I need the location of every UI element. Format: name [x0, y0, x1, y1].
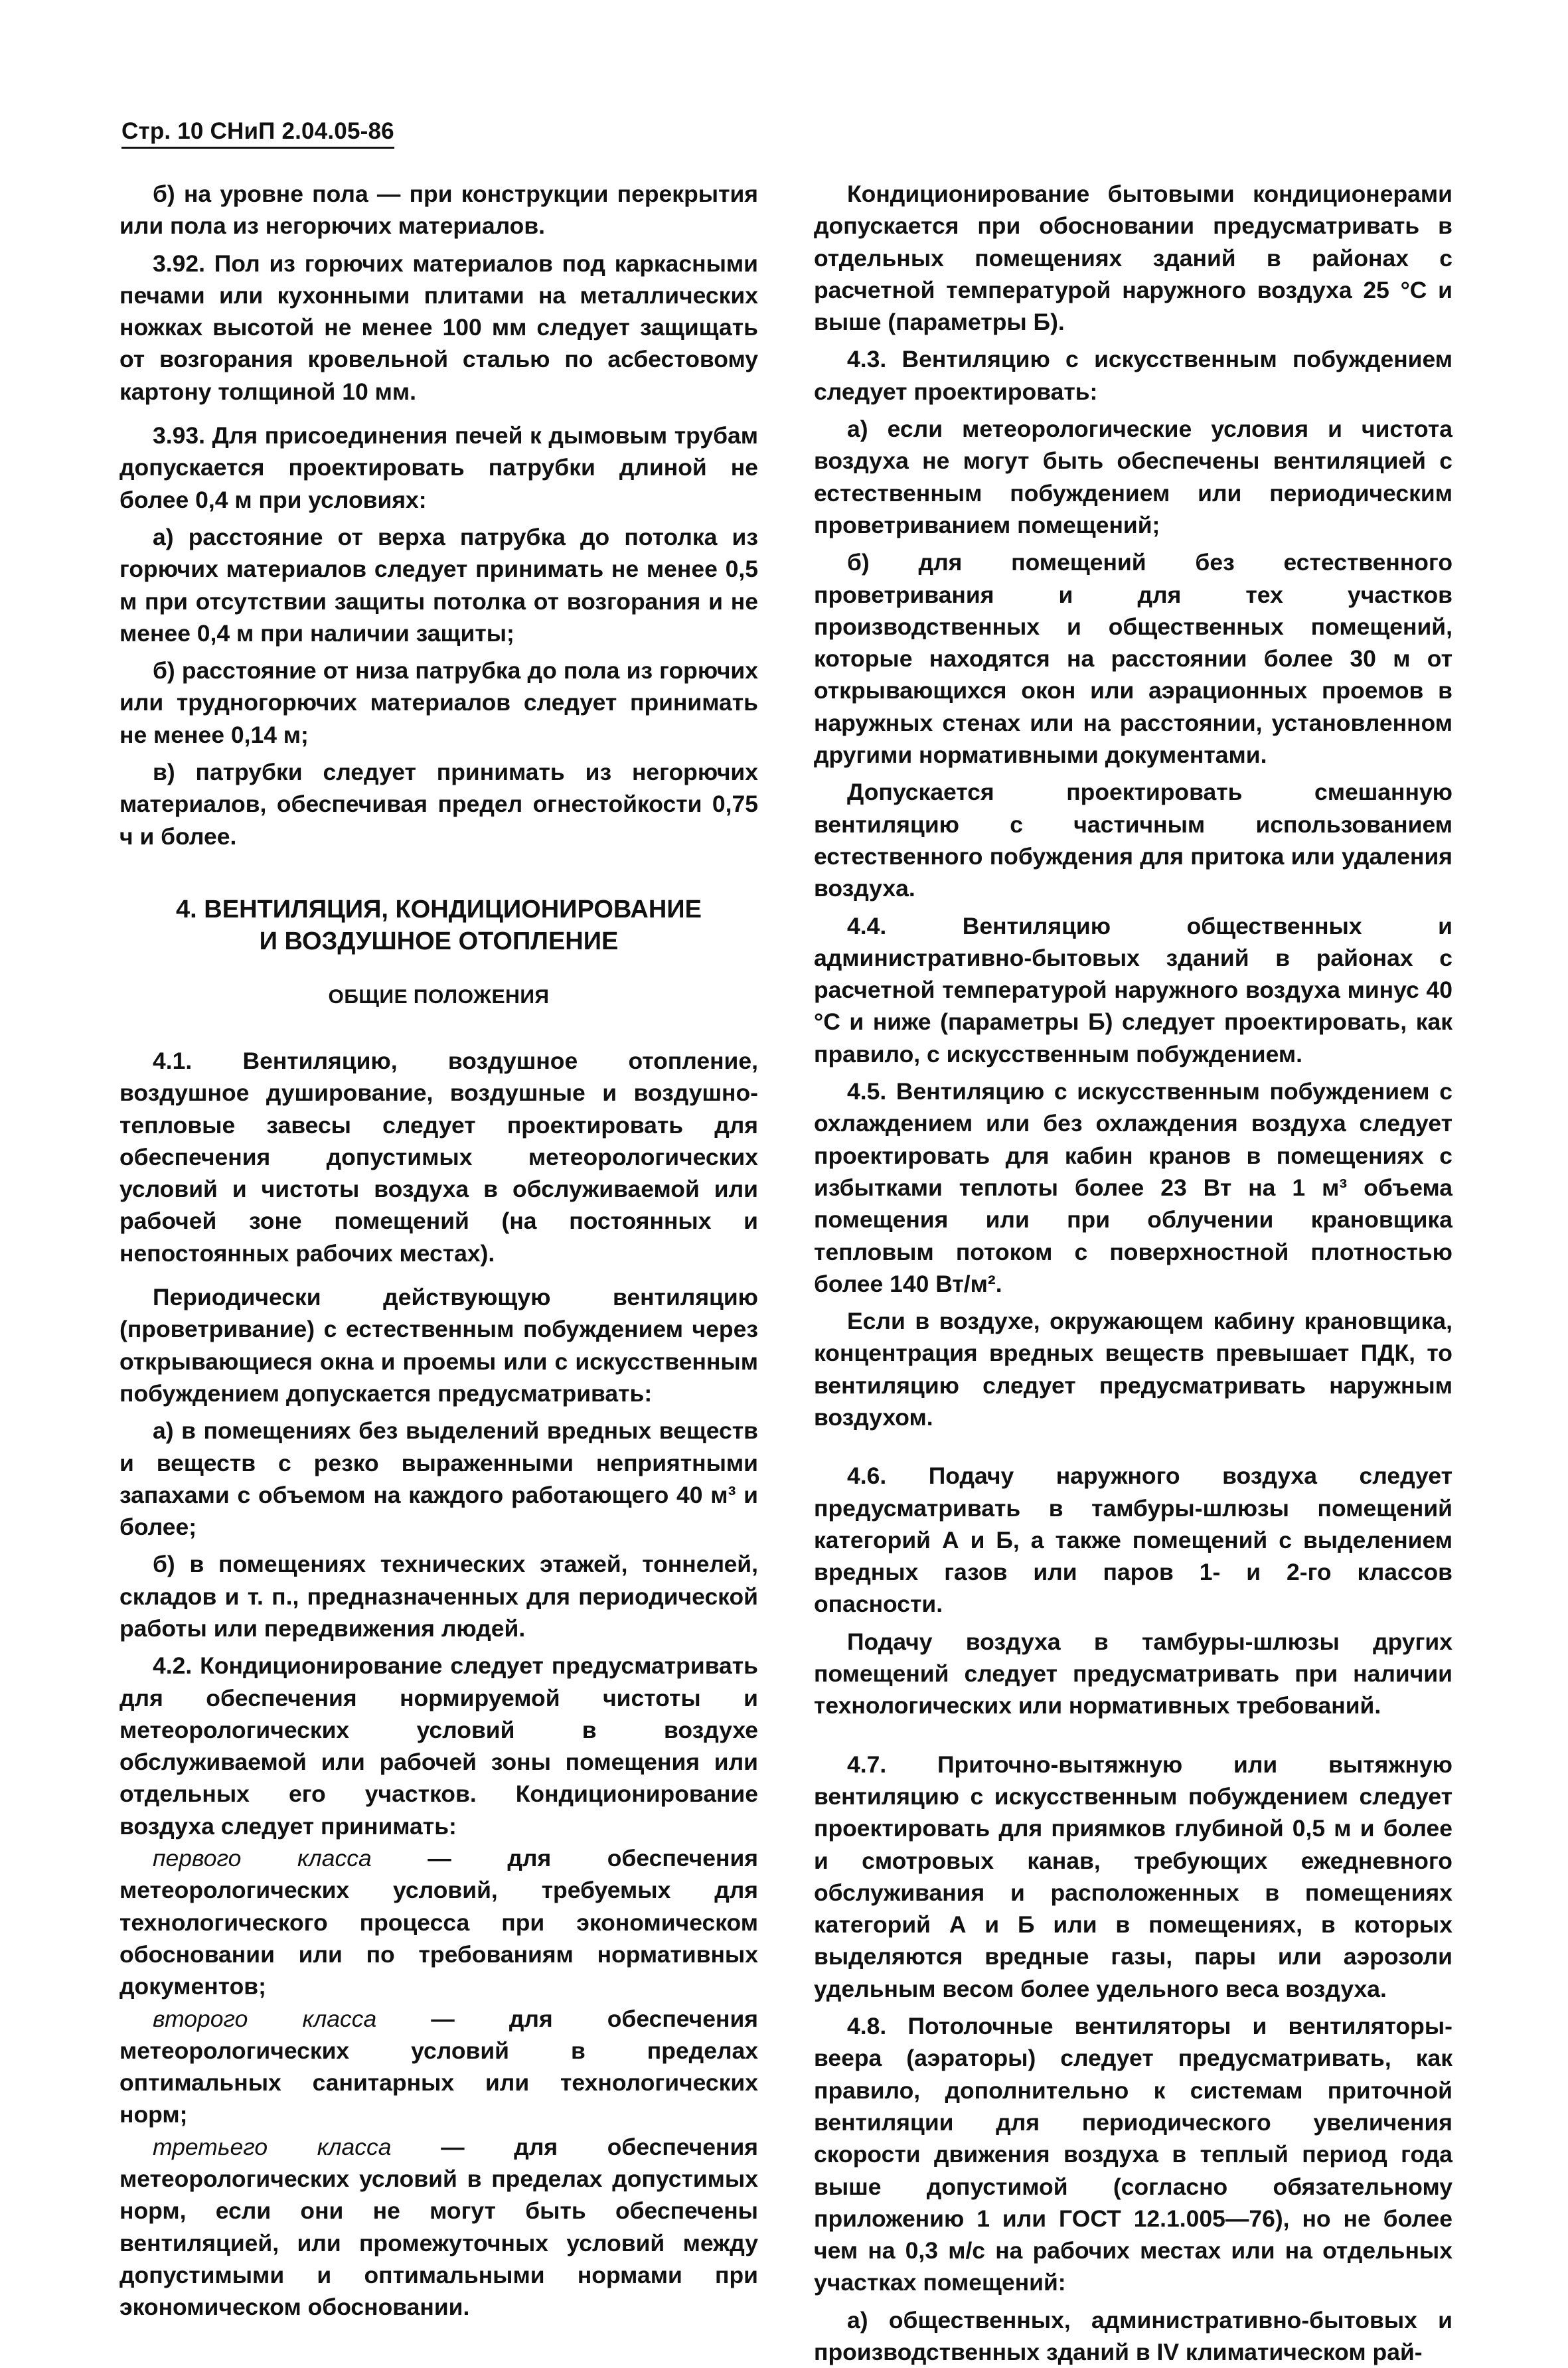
class-2-text: — для обеспечения метеорологических условий в пределах оптимальных санитарных или технологических норм; [119, 2005, 758, 2128]
left-column [119, 178, 758, 2324]
page-header [121, 118, 394, 145]
clause-4-2: 4.2. Кондиционирование следует предусматривать для обеспечения нормируемой чистоты и метеорологических условий в воздухе обслуживаемой или рабочей зоны помещения или отдельных его участков. Кондиционирование воздуха следует принимать: [119, 1652, 758, 1840]
section-title-line-2: И ВОЗДУШНОЕ ОТОПЛЕНИЕ [259, 927, 619, 955]
clause-4-8: 4.8. Потолочные вентиляторы и вентиляторы-веера (аэраторы) следует предусматривать, как правило, дополнительно к системам приточной вентиляции для периодического увеличения скорости движения воздуха в теплый период года выше допустимой (согласно обязательному приложению 1 или ГОСТ 12.1.005—76), но не более чем на 0,3 м/с на рабочих местах или на отдельных участках помещений: [814, 2013, 1452, 2296]
class-2-definition [119, 2003, 758, 2131]
clause-3-93-b: б) расстояние от низа патрубка до пола из горючих или трудногорючих материалов следует принимать не менее 0,14 м; [119, 657, 758, 748]
clause-4-1: 4.1. Вентиляцию, воздушное отопление, воздушное душирование, воздушные и воздушно-тепловые завесы следует проектировать для обеспечения допустимых метеорологических условий и чистоты воздуха в обслуживаемой или рабочей зоне помещений (на постоянных и непостоянных рабочих местах). [119, 1047, 758, 1267]
class-1-name: первого класса [153, 1845, 372, 1872]
clause-4-5: 4.5. Вентиляцию с искусственным побуждением с охлаждением или без охлаждения воздуха следует проектировать для кабин кранов в помещениях с избытками теплоты более 23 Вт на 1 м³ объема помещения или при облучении крановщика тепловым потоком с поверхностной плотностью более 140 Вт/м². [814, 1078, 1452, 1297]
right-column [814, 178, 1452, 2368]
clause-4-3-b: б) для помещений без естественного проветривания и для тех участков производственных и общественных помещений, которые находятся на расстоянии более 30 м от открывающихся окон или аэрационных проемов в наружных стенах или на расстоянии, установленном другими нормативными документами. [814, 549, 1452, 769]
clause-4-5-crane: Если в воздухе, окружающем кабину крановщика, концентрация вредных веществ превышает ПДК, то вентиляцию следует предусматривать наружным воздухом. [814, 1308, 1452, 1431]
clause-4-1-periodic: Периодически действующую вентиляцию (проветривание) с естественным побуждением через открывающиеся окна и проемы или с искусственным побуждением допускается предусматривать: [119, 1284, 758, 1407]
header-rule [121, 147, 394, 149]
household-air-conditioning: Кондиционирование бытовыми кондиционерами допускается при обосновании предусматривать в отдельных помещениях зданий в районах с расчетной температурой наружного воздуха 25 °С и выше (параметры Б). [814, 181, 1452, 336]
clause-3-93-a: а) расстояние от верха патрубка до потолка из горючих материалов следует принимать не менее 0,5 м при отсутствии защиты потолка от возгорания и не менее 0,4 м при наличии защиты; [119, 523, 758, 647]
clause-4-6: 4.6. Подачу наружного воздуха следует предусматривать в тамбуры-шлюзы помещений категорий А и Б, а также помещений с выделением вредных газов или паров 1- и 2-го классов опасности. [814, 1462, 1452, 1618]
clause-4-4: 4.4. Вентиляцию общественных и административно-бытовых зданий в районах с расчетной температурой наружного воздуха минус 40 °С и ниже (параметры Б) следует проектировать, как правило, с искусственным побуждением. [814, 912, 1452, 1067]
clause-4-1-a: а) в помещениях без выделений вредных веществ и веществ с резко выраженными неприятными запахами с объемом на каждого работающего 40 м³ и более; [119, 1417, 758, 1541]
clause-4-3-a: а) если метеорологические условия и чистота воздуха не могут быть обеспечены вентиляцией с естественным побуждением или периодическим проветриванием помещений; [814, 416, 1452, 538]
clause-4-8-a: а) общественных, административно-бытовых и производственных зданий в IV климатическом рай- [814, 2306, 1452, 2365]
clause-4-1-b: б) в помещениях технических этажей, тоннелей, складов и т. п., предназначенных для периодической работы или передвижения людей. [119, 1551, 758, 1642]
page-header-text: Стр. 10 СНиП 2.04.05-86 [121, 118, 394, 144]
paragraph-b-floor-level: б) на уровне пола — при конструкции перекрытия или пола из негорючих материалов. [119, 181, 758, 240]
class-1-definition [119, 1842, 758, 2002]
class-2-name: второго класса [153, 2005, 377, 2032]
class-3-name: третьего класса [153, 2133, 392, 2160]
section-title-line-1: 4. ВЕНТИЛЯЦИЯ, КОНДИЦИОНИРОВАНИЕ [176, 895, 702, 923]
section-title [119, 894, 758, 957]
class-3-text: — для обеспечения метеорологических условий в пределах допустимых норм, если они не могут быть обеспечены вентиляцией, или промежуточных условий между допустимыми и оптимальными нормами при экономическом обосновании. [119, 2133, 759, 2321]
clause-3-93-v: в) патрубки следует принимать из негорючих материалов, обеспечивая предел огнестойкости 0,75 ч и более. [119, 759, 758, 850]
class-1-text: — для обеспечения метеорологических условий, требуемых для технологического процесса при экономическом обосновании или по требованиям нормативных документов; [119, 1845, 758, 2000]
clause-4-3: 4.3. Вентиляцию с искусственным побуждением следует проектировать: [814, 346, 1452, 405]
clause-3-93: 3.93. Для присоединения печей к дымовым трубам допускается проектировать патрубки длиной не более 0,4 м при условиях: [119, 422, 758, 513]
class-3-definition [119, 2131, 758, 2324]
clause-4-3-mixed: Допускается проектировать смешанную вентиляцию с частичным использованием естественного побуждения для притока или удаления воздуха. [814, 779, 1452, 902]
clause-4-6-other: Подачу воздуха в тамбуры-шлюзы других помещений следует предусматривать при наличии технологических или нормативных требований. [814, 1628, 1452, 1719]
clause-4-7: 4.7. Приточно-вытяжную или вытяжную вентиляцию с искусственным побуждением следует проектировать для приямков глубиной 0,5 м и более и смотровых канав, требующих ежедневного обслуживания и расположенных в помещениях категорий А и Б или в помещениях, в которых выделяются вредные газы, пары или аэрозоли удельным весом более удельного веса воздуха. [814, 1751, 1452, 2002]
subsection-title: ОБЩИЕ ПОЛОЖЕНИЯ [328, 985, 550, 1008]
clause-3-92: 3.92. Пол из горючих материалов под каркасными печами или кухонными плитами на металлических ножках высотой не менее 100 мм следует защищать от возгорания кровельной сталью по асбестовому картону толщиной 10 мм. [119, 250, 758, 405]
